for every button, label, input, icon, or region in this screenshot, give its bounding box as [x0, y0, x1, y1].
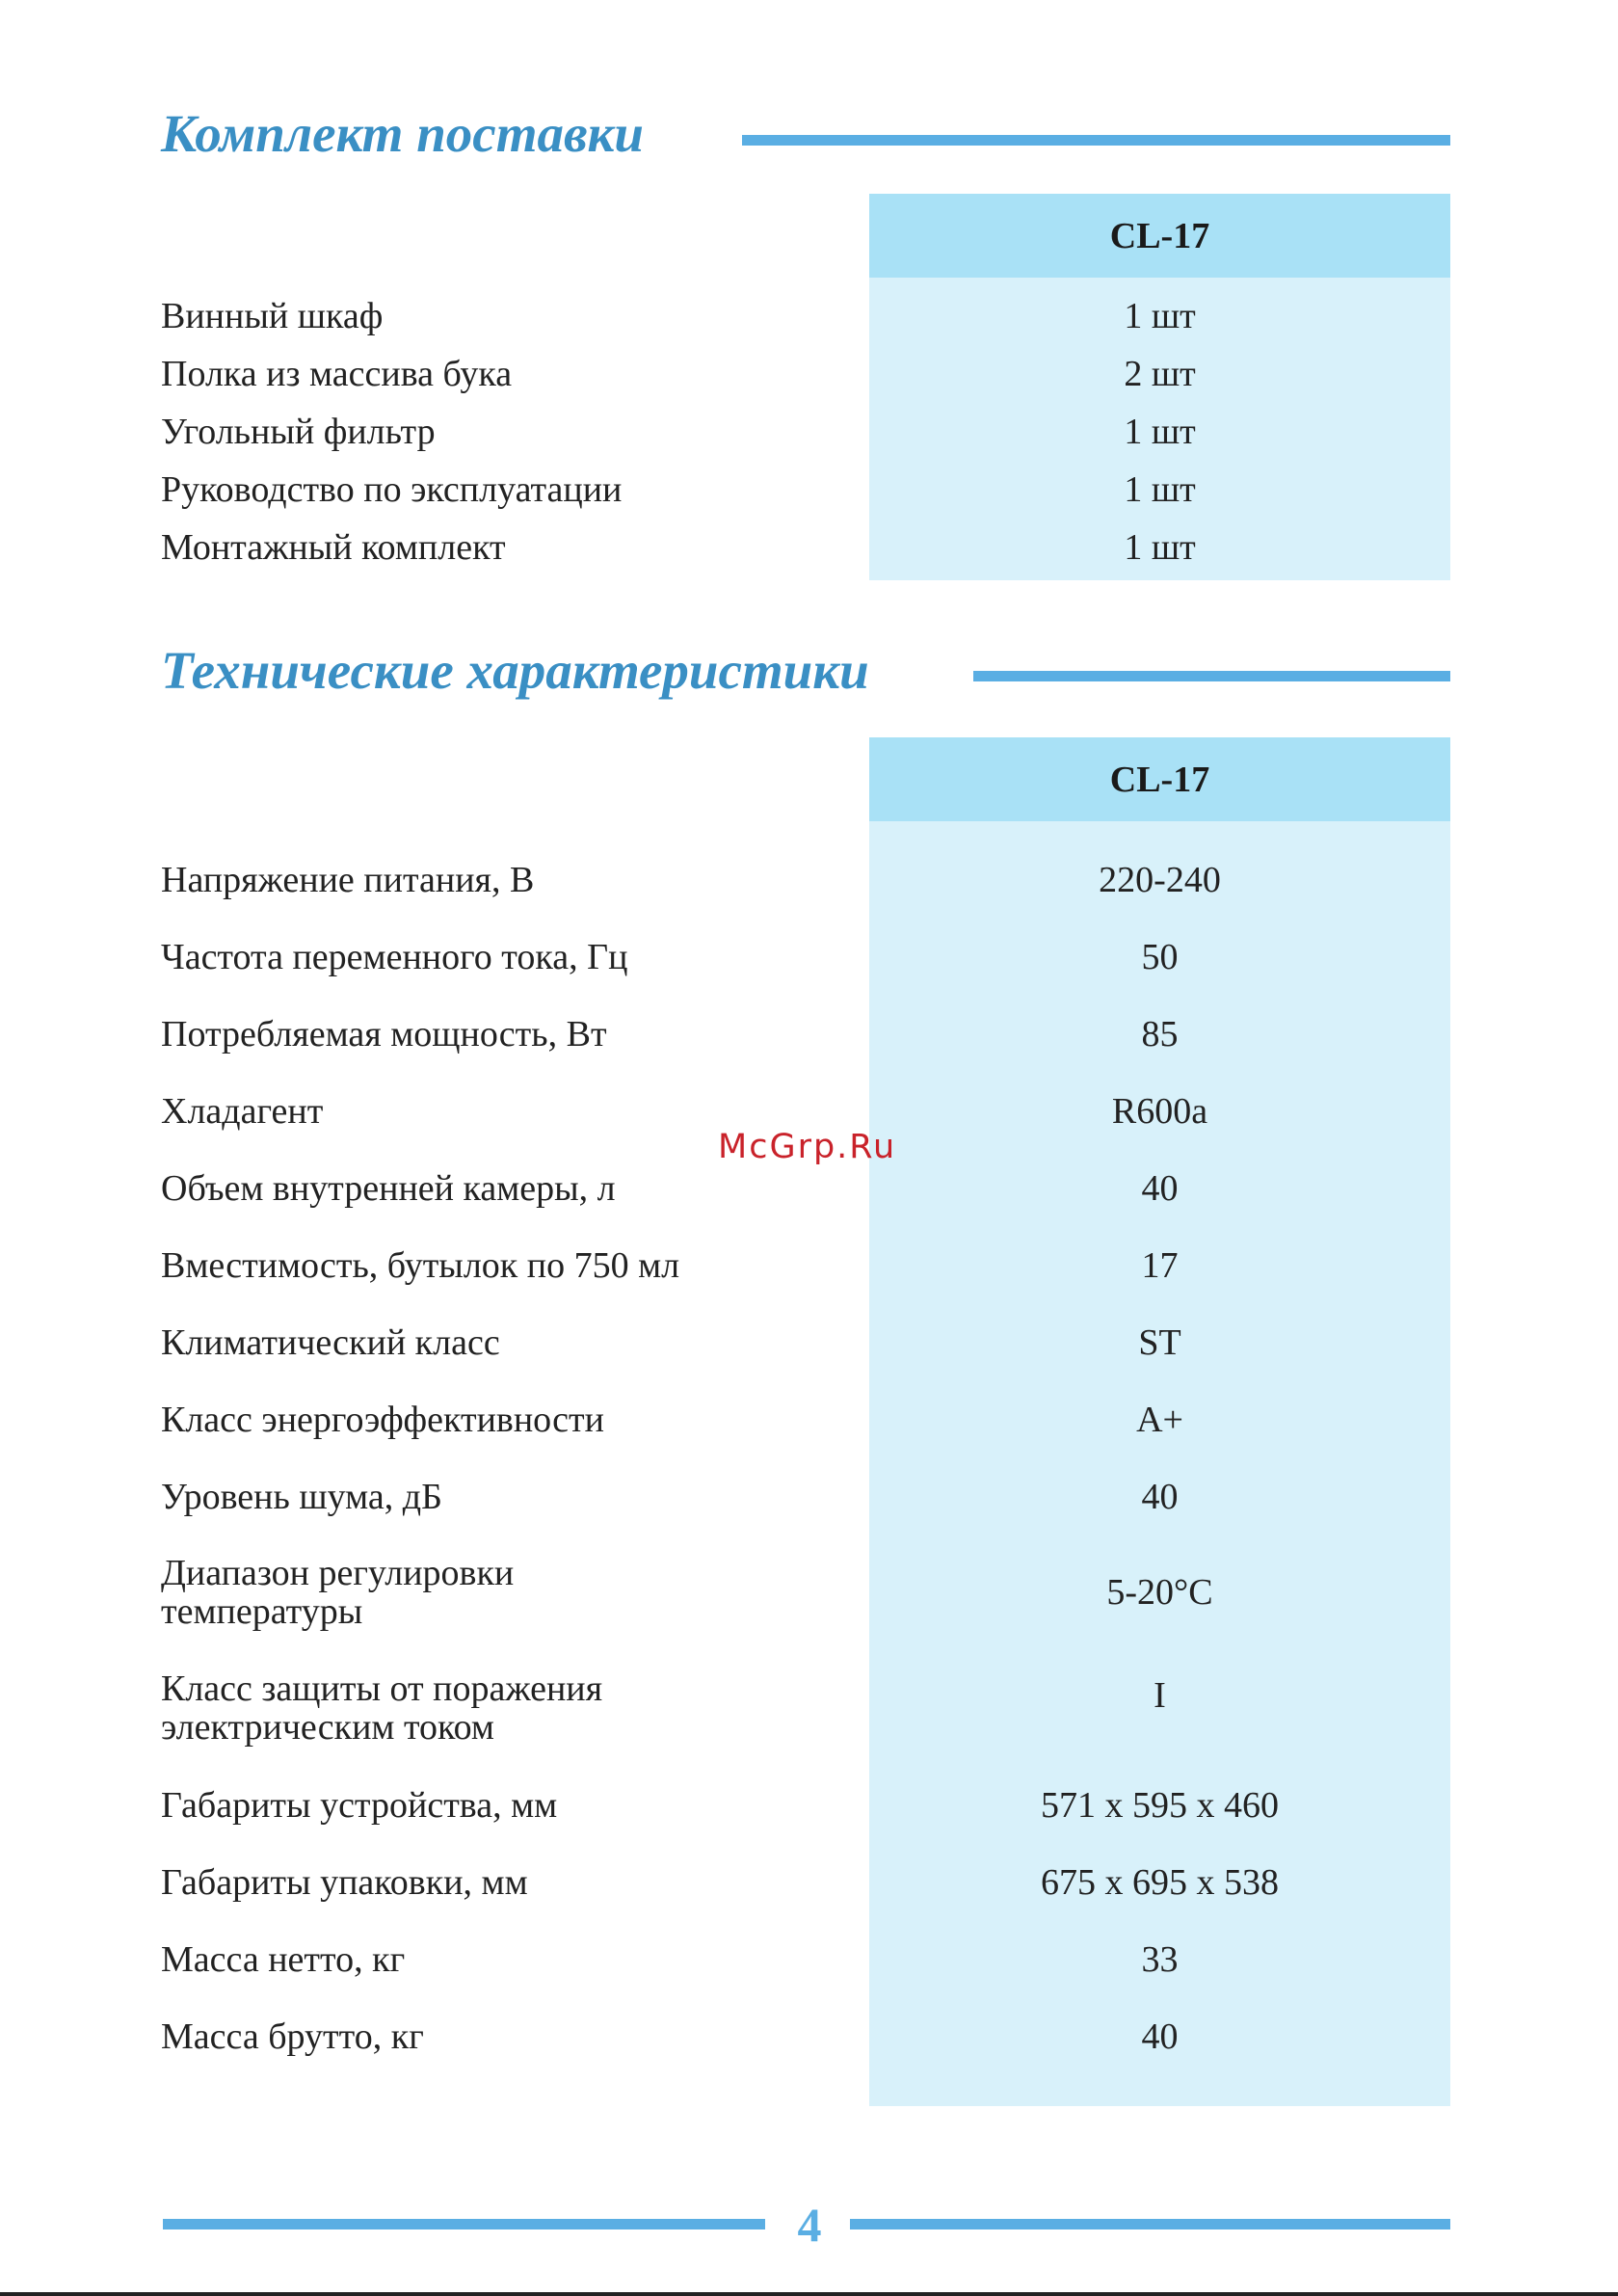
- row-value: 17: [1141, 1244, 1179, 1286]
- table-row: [161, 1321, 1450, 1364]
- footer-rule-right: [850, 2219, 1450, 2229]
- row-value: I: [1154, 1675, 1166, 1716]
- row-label: Габариты упаковки, мм: [161, 1861, 528, 1903]
- row-value: 220-240: [1099, 859, 1221, 900]
- row-label: Габариты устройства, мм: [161, 1784, 558, 1826]
- row-value: 675 x 695 x 538: [1041, 1861, 1279, 1903]
- row-value: R600a: [1111, 1090, 1208, 1132]
- row-label: Винный шкаф: [161, 295, 384, 336]
- table-row: [161, 858, 1450, 901]
- row-value: 40: [1141, 2016, 1179, 2057]
- row-value: 85: [1141, 1013, 1179, 1055]
- row-value: 50: [1141, 936, 1179, 977]
- specs-title-rule: [973, 671, 1450, 681]
- table-row: [161, 1012, 1450, 1055]
- specs-model-header: CL-17: [869, 737, 1450, 821]
- row-value: ST: [1138, 1322, 1181, 1363]
- table-row: [161, 352, 1450, 395]
- row-label: Полка из массива бука: [161, 353, 513, 394]
- row-label: Частота переменного тока, Гц: [161, 936, 628, 977]
- page-number: 4: [797, 2198, 822, 2252]
- table-row: [161, 1937, 1450, 1981]
- row-label: Вместимость, бутылок по 750 мл: [161, 1244, 680, 1286]
- row-label: Масса брутто, кг: [161, 2016, 424, 2057]
- row-value: 5-20°C: [1106, 1572, 1213, 1613]
- row-label: Объем внутренней камеры, л: [161, 1167, 616, 1209]
- table-row: [161, 1089, 1450, 1133]
- delivery-model-header: CL-17: [869, 194, 1450, 278]
- table-row: [161, 1398, 1450, 1441]
- table-row: [161, 1783, 1450, 1827]
- row-label: Угольный фильтр: [161, 411, 436, 452]
- row-value: 1 шт: [1124, 411, 1196, 452]
- table-row: [161, 1475, 1450, 1518]
- delivery-title-rule: [742, 135, 1450, 146]
- row-label: Монтажный комплект: [161, 526, 506, 568]
- row-label: Климатический класс: [161, 1322, 500, 1363]
- row-value: 571 x 595 x 460: [1041, 1784, 1279, 1826]
- watermark: McGrp.Ru: [718, 1128, 897, 1166]
- table-row: [161, 525, 1450, 569]
- row-value: 40: [1141, 1167, 1179, 1209]
- row-label: Класс энергоэффективности: [161, 1399, 604, 1440]
- row-value: A+: [1136, 1399, 1183, 1440]
- row-label: Напряжение питания, В: [161, 859, 535, 900]
- table-row: [161, 294, 1450, 337]
- table-row: [161, 1668, 1450, 1749]
- row-value: 1 шт: [1124, 295, 1196, 336]
- row-value: 40: [1141, 1476, 1179, 1517]
- table-row: [161, 1166, 1450, 1210]
- row-label: Уровень шума, дБ: [161, 1476, 442, 1517]
- row-label: Масса нетто, кг: [161, 1938, 406, 1980]
- table-row: [161, 2015, 1450, 2058]
- table-row: [161, 410, 1450, 453]
- row-label: Хладагент: [161, 1090, 324, 1132]
- row-value: 1 шт: [1124, 526, 1196, 568]
- table-row: [161, 1243, 1450, 1287]
- table-row: [161, 935, 1450, 978]
- page-bottom-edge: [0, 2292, 1618, 2296]
- table-row: [161, 467, 1450, 511]
- delivery-title: Комплект поставки: [161, 104, 645, 163]
- row-label: Диапазон регулировки температуры: [161, 1553, 515, 1632]
- row-value: 2 шт: [1124, 353, 1196, 394]
- row-label: Руководство по эксплуатации: [161, 468, 623, 510]
- row-label: Потребляемая мощность, Вт: [161, 1013, 607, 1055]
- footer-rule-left: [163, 2219, 765, 2229]
- row-label: Класс защиты от поражения электрическим током: [161, 1669, 603, 1748]
- row-value: 1 шт: [1124, 468, 1196, 510]
- specs-title: Технические характеристики: [161, 641, 869, 700]
- row-value: 33: [1141, 1938, 1179, 1980]
- table-row: [161, 1552, 1450, 1633]
- table-row: [161, 1860, 1450, 1904]
